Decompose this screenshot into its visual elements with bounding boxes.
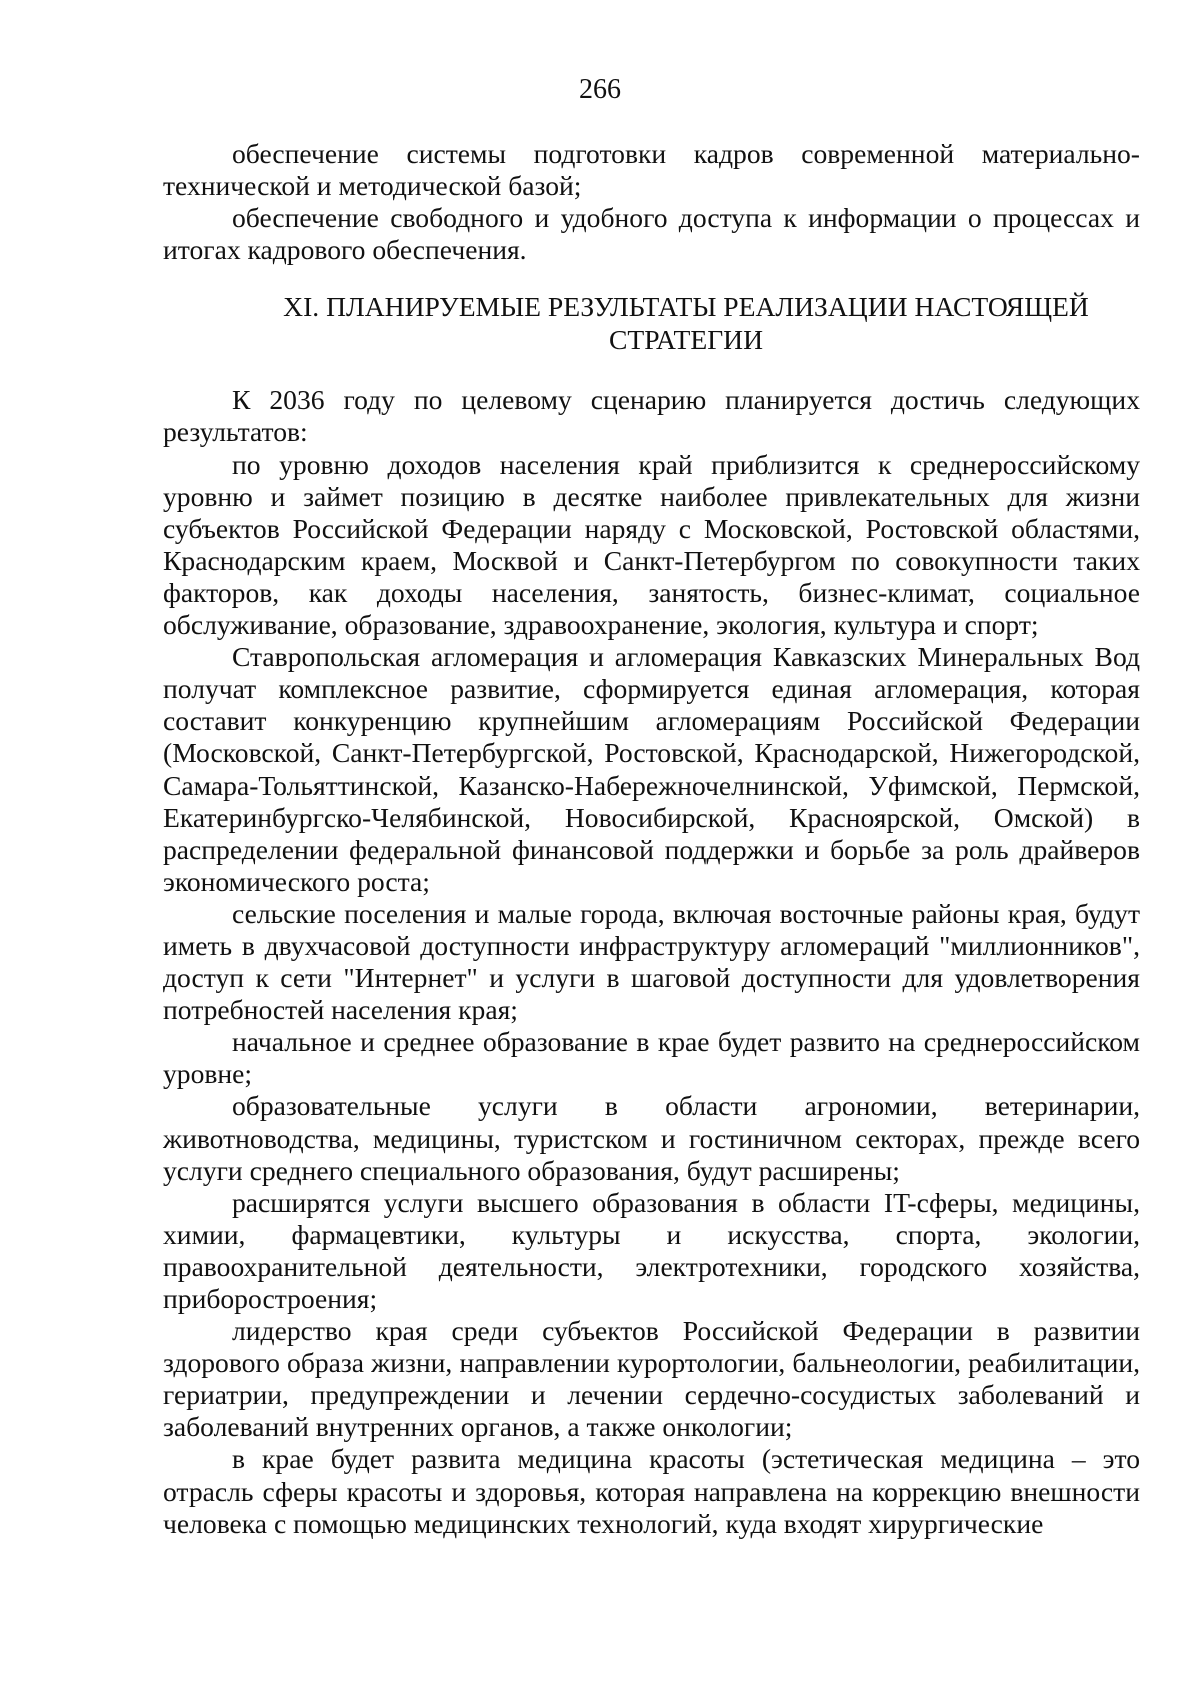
paragraph-income-level: по уровню доходов населения край приблизится к среднероссийскому уровню и займет позицию в десятке наиболее привлекательных для жизни субъектов Российской Федерации наряду с Московской, Ростовской областями, Краснодарским краем, Москвой и Санкт-Петербургом по совокупности таких факторов, как доходы населения, занятость, бизнес-климат, социальное обслуживание, образование, здравоохранение, экология, культура и спорт; — [163, 448, 1140, 641]
section-heading-line-1: XI. ПЛАНИРУЕМЫЕ РЕЗУЛЬТАТЫ РЕАЛИЗАЦИИ НАСТОЯЩЕЙ — [283, 291, 1089, 323]
paragraph-2036-target: К 2036 году по целевому сценарию планируется достичь следующих результатов: — [163, 384, 1140, 448]
page-content — [163, 138, 1140, 1540]
paragraph-vocational-services: образовательные услуги в области агрономии, ветеринарии, животноводства, медицины, туристском и гостиничном секторах, прежде всего услуги среднего специального образования, будут расширены; — [163, 1090, 1140, 1186]
paragraph-higher-education: расширятся услуги высшего образования в области IT-сферы, медицины, химии, фармацевтики, культуры и искусства, спорта, экологии, правоохранительной деятельности, электротехники, городского хозяйства, приборостроения; — [163, 1186, 1140, 1314]
paragraph-rural-settlements: сельские поселения и малые города, включая восточные районы края, будут иметь в двухчасовой доступности инфраструктуру агломераций "миллионников", доступ к сети "Интернет" и услуги в шаговой доступности для удовлетворения потребностей населения края; — [163, 897, 1140, 1026]
paragraph-aesthetic-medicine: в крае будет развита медицина красоты (эстетическая медицина – это отрасль сферы красоты и здоровья, которая направлена на коррекцию внешности человека с помощью медицинских технологий, куда входят хирургические — [163, 1443, 1140, 1539]
section-heading — [163, 290, 1140, 356]
page-number: 266 — [579, 74, 621, 105]
paragraph-agglomeration: Ставропольская агломерация и агломерация Кавказских Минеральных Вод получат комплексное развитие, сформируется единая агломерация, которая составит конкуренцию крупнейшим агломерациям Российской Федерации (Московской, Санкт-Петербургской, Ростовской, Краснодарской, Нижегородской, Самара-Тольяттинской, Казанско-Набережночелнинской, Уфимской, Пермской, Екатеринбургско-Челябинской, Новосибирской, Красноярской, Омской) в распределении федеральной финансовой поддержки и борьбе за роль драйверов экономического роста; — [163, 641, 1140, 897]
paragraph-health-leadership: лидерство края среди субъектов Российской Федерации в развитии здорового образа жизни, направлении курортологии, бальнеологии, реабилитации, гериатрии, предупреждении и лечении сердечно-сосудистых заболеваний и заболеваний внутренних органов, а также онкологии; — [163, 1315, 1140, 1443]
paragraph-information-access: обеспечение свободного и удобного доступа к информации о процессах и итогах кадрового обеспечения. — [163, 202, 1140, 266]
section-heading-line-2: СТРАТЕГИИ — [608, 324, 764, 356]
paragraph-training-base: обеспечение системы подготовки кадров современной материально-технической и методической базой; — [163, 138, 1140, 202]
paragraph-school-education: начальное и среднее образование в крае будет развито на среднероссийском уровне; — [163, 1026, 1140, 1090]
